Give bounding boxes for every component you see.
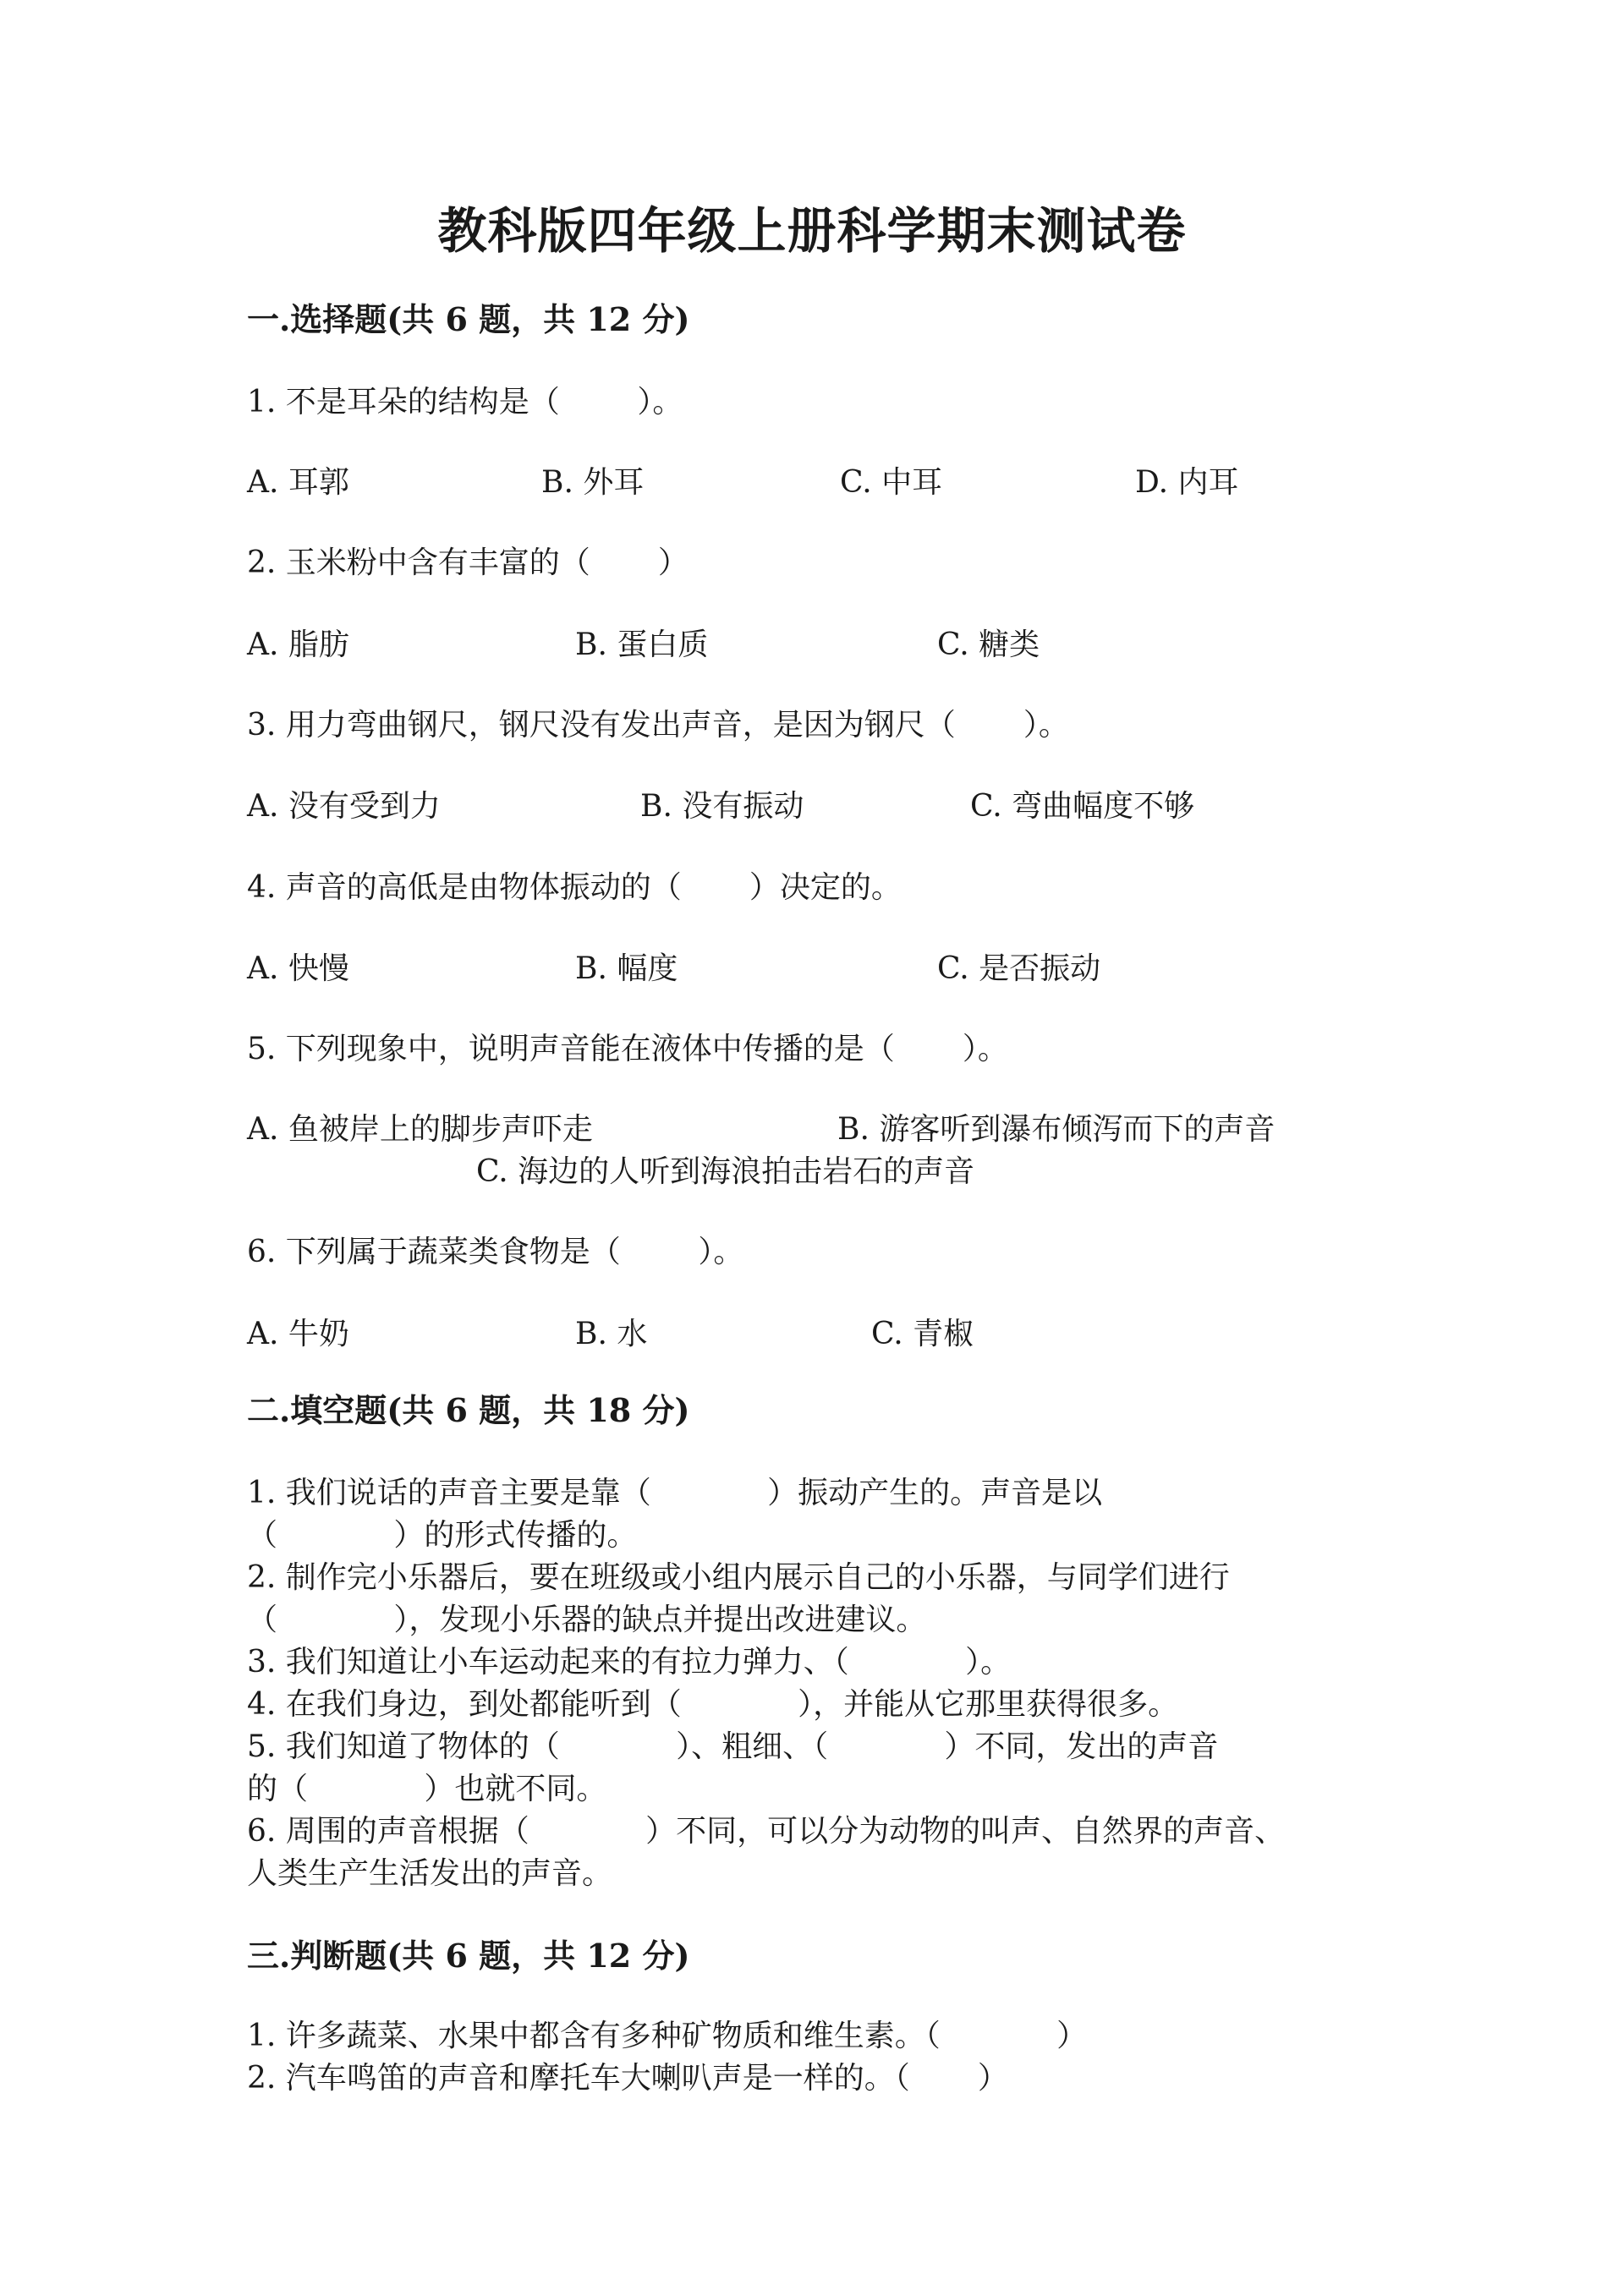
option-a: A. 耳郭 <box>247 465 349 500</box>
fill-line: 6. 周围的声音根据（ ）不同，可以分为动物的叫声、自然界的声音、 <box>247 1814 1286 1849</box>
option-a: A. 鱼被岸上的脚步声吓走 <box>247 1112 593 1147</box>
fill-line: 的（ ）也就不同。 <box>247 1772 607 1806</box>
option-c: C. 中耳 <box>840 465 943 500</box>
option-a: A. 牛奶 <box>247 1317 349 1351</box>
judge-line: 1. 许多蔬菜、水果中都含有多种矿物质和维生素。（ ） <box>247 2019 1088 2053</box>
option-b: B. 幅度 <box>575 951 678 986</box>
fill-line: 2. 制作完小乐器后，要在班级或小组内展示自己的小乐器，与同学们进行 <box>247 1560 1230 1595</box>
exam-title: 教科版四年级上册科学期末测试卷 <box>437 202 1187 260</box>
fill-line: 4. 在我们身边，到处都能听到（ ），并能从它那里获得很多。 <box>247 1687 1179 1722</box>
option-b: B. 游客听到瀑布倾泻而下的声音 <box>837 1112 1276 1147</box>
question-stem: 3. 用力弯曲钢尺，钢尺没有发出声音，是因为钢尺（ ）。 <box>247 708 1069 743</box>
question-stem: 1. 不是耳朵的结构是（ ）。 <box>247 385 683 419</box>
judge-line: 2. 汽车鸣笛的声音和摩托车大喇叭声是一样的。（ ） <box>247 2061 1008 2096</box>
fill-line: 1. 我们说话的声音主要是靠（ ）振动产生的。声音是以 <box>247 1476 1103 1510</box>
option-b: B. 外耳 <box>541 465 645 500</box>
question-stem: 2. 玉米粉中含有丰富的（ ） <box>247 545 689 580</box>
fill-line: 3. 我们知道让小车运动起来的有拉力弹力、（ ）。 <box>247 1645 1012 1680</box>
option-b: B. 蛋白质 <box>575 627 709 662</box>
question-stem: 5. 下列现象中，说明声音能在液体中传播的是（ ）。 <box>247 1032 1008 1066</box>
section-heading-choice: 一.选择题(共 6 题，共 12 分) <box>247 300 690 338</box>
option-c: C. 青椒 <box>871 1317 974 1351</box>
option-a: A. 没有受到力 <box>247 789 441 824</box>
question-stem: 6. 下列属于蔬菜类食物是（ ）。 <box>247 1235 744 1269</box>
question-stem: 4. 声音的高低是由物体振动的（ ）决定的。 <box>247 870 902 905</box>
option-d: D. 内耳 <box>1135 465 1239 500</box>
fill-line: 5. 我们知道了物体的（ ）、粗细、（ ）不同，发出的声音 <box>247 1729 1219 1764</box>
option-c: C. 海边的人听到海浪拍击岩石的声音 <box>476 1154 975 1189</box>
section-heading-judge: 三.判断题(共 6 题，共 12 分) <box>247 1937 690 1975</box>
option-a: A. 快慢 <box>247 951 349 986</box>
option-b: B. 水 <box>575 1317 648 1351</box>
option-b: B. 没有振动 <box>640 789 804 824</box>
option-c: C. 糖类 <box>937 627 1040 662</box>
fill-line: 人类生产生活发出的声音。 <box>247 1856 613 1891</box>
fill-line: （ ）的形式传播的。 <box>247 1518 638 1553</box>
option-c: C. 弯曲幅度不够 <box>970 789 1195 824</box>
option-c: C. 是否振动 <box>937 951 1101 986</box>
section-heading-fill: 二.填空题(共 6 题，共 18 分) <box>247 1391 690 1429</box>
option-a: A. 脂肪 <box>247 627 349 662</box>
fill-line: （ ），发现小乐器的缺点并提出改进建议。 <box>247 1603 927 1637</box>
